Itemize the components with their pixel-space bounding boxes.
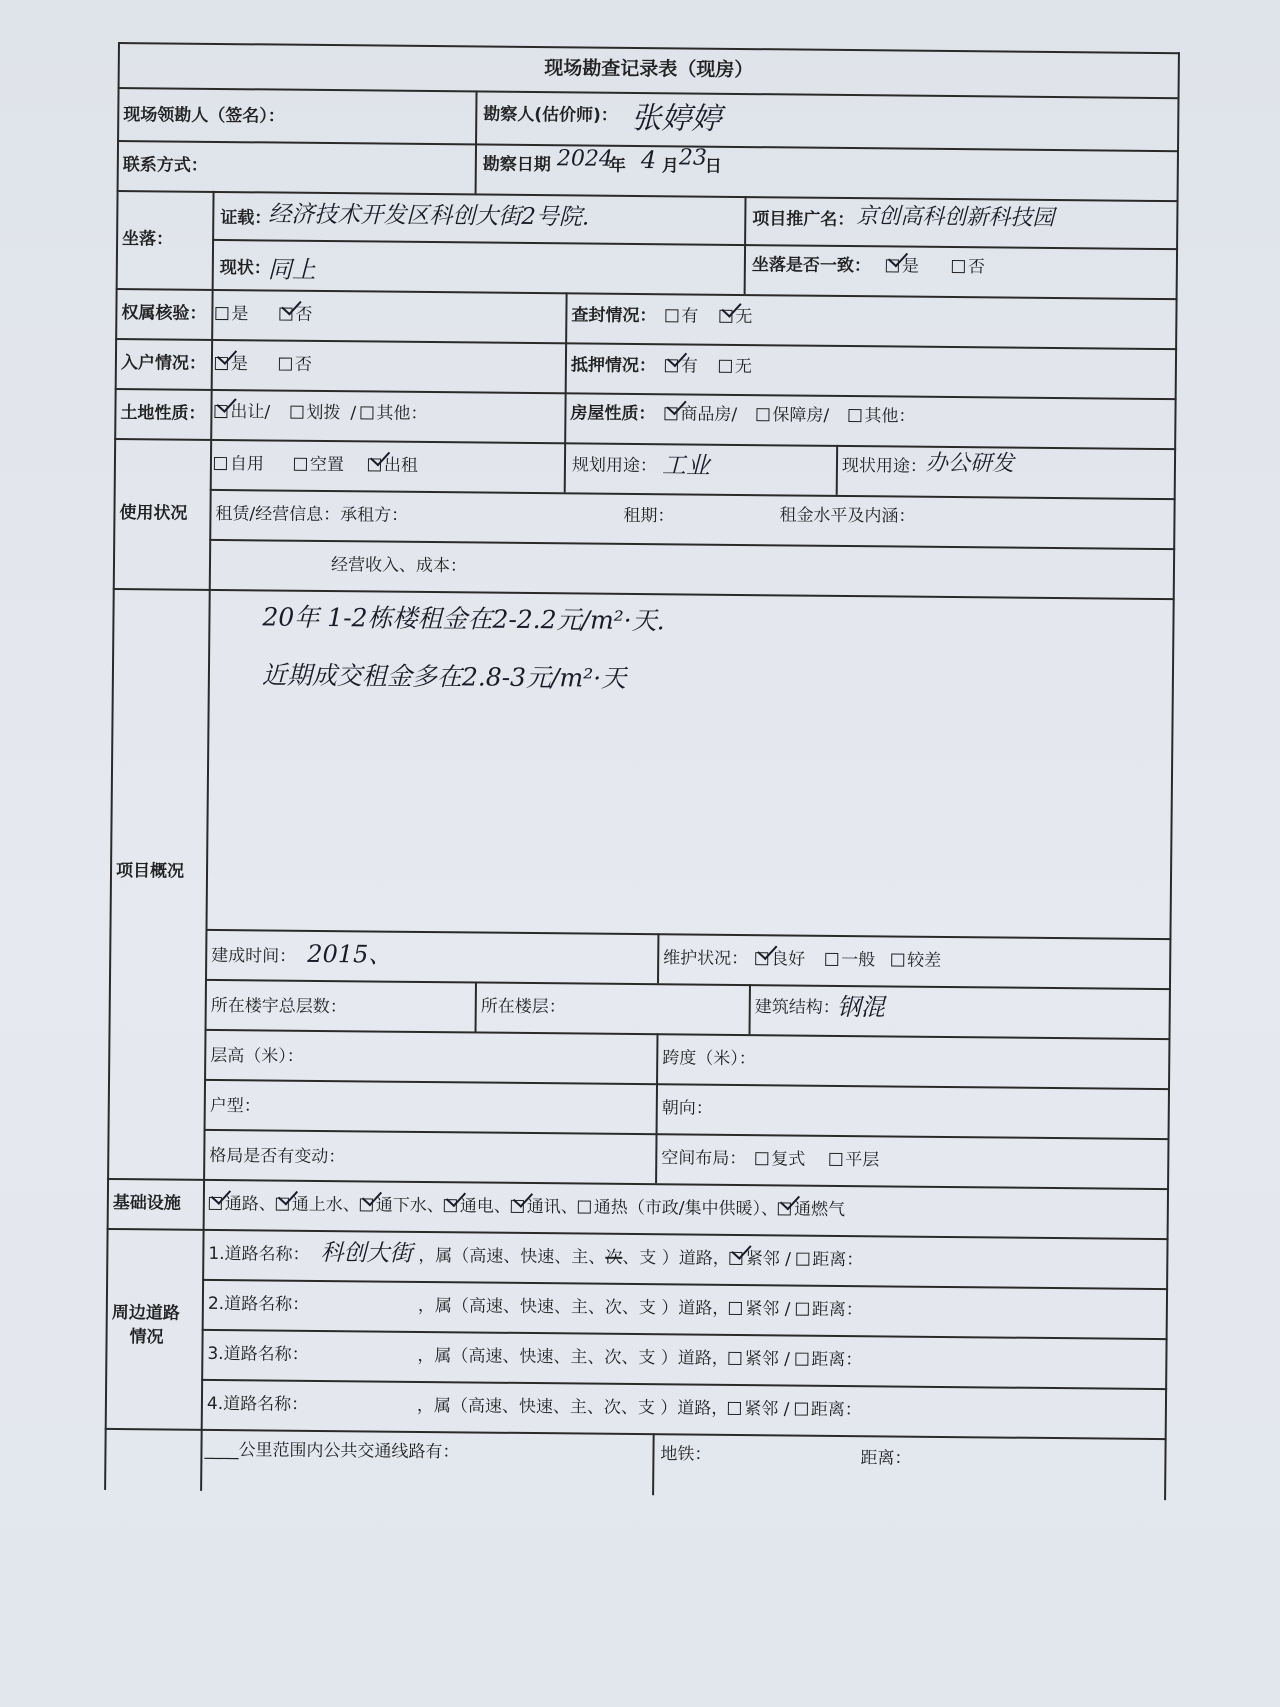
checkbox[interactable] <box>728 1402 741 1415</box>
overview-note-line-1: 20年 1-2栋楼租金在2-2.2元/m²·天. <box>262 602 665 636</box>
survey-date-day: 23 <box>678 145 708 171</box>
infrastructure-label: 基础设施 <box>112 1193 181 1214</box>
house-affordable[interactable]: 保障房/ <box>756 404 829 427</box>
metro-label: 地铁： <box>660 1444 712 1465</box>
checkbox-checked[interactable] <box>209 1197 222 1210</box>
total-floors-label: 所在楼宇总层数： <box>210 995 347 1018</box>
rule <box>115 338 1177 350</box>
mortgage-none[interactable]: 无 <box>719 356 752 378</box>
checkbox[interactable] <box>719 360 732 373</box>
entry-label: 入户情况： <box>120 353 207 374</box>
maintenance-average[interactable]: 一般 <box>825 949 875 971</box>
built-time-value: 2015、 <box>307 939 393 969</box>
col-divider <box>652 1433 654 1495</box>
checkbox[interactable] <box>279 358 292 371</box>
rule <box>212 239 1178 250</box>
surveyor-label: 勘察人(估价师)： <box>483 104 618 126</box>
col-divider <box>475 90 477 193</box>
checkbox[interactable] <box>825 953 838 966</box>
planned-use-label: 规划用途： <box>571 455 658 477</box>
location-match-yes[interactable]: 是 <box>886 255 919 277</box>
ownership-yes[interactable]: 是 <box>215 303 248 325</box>
rule <box>116 288 1178 300</box>
checkbox-checked[interactable] <box>511 1200 524 1213</box>
checkbox[interactable] <box>795 1353 808 1366</box>
checkbox-checked[interactable] <box>755 952 768 965</box>
rule <box>114 438 1176 450</box>
checkbox[interactable] <box>796 1303 809 1316</box>
income-cost-label: 经营收入、成本： <box>330 555 468 577</box>
maintenance-label: 维护状况： <box>663 948 749 970</box>
cert-address-label: 证载： <box>220 207 272 229</box>
checkbox[interactable] <box>796 1253 809 1266</box>
survey-date-month: 4 <box>640 146 657 175</box>
checkbox[interactable] <box>665 309 678 322</box>
rule <box>105 1428 1167 1440</box>
road-row-4-tail: ，属（高速、快速、主、次、支 ）道路， 紧邻 / 距离： <box>416 1395 862 1421</box>
checkbox[interactable] <box>952 260 965 273</box>
checkbox-checked[interactable] <box>444 1199 457 1212</box>
land-other[interactable]: 其他： <box>360 402 427 425</box>
current-address-value: 同上 <box>267 255 316 284</box>
floor-height-label: 层高（米）： <box>210 1045 304 1067</box>
form-title: 现场勘查记录表（现房） <box>544 57 754 82</box>
survey-date-year: 2024 <box>556 146 614 172</box>
rule <box>107 1228 1169 1240</box>
road-row-4: 4.道路名称： <box>206 1393 309 1415</box>
checkbox[interactable] <box>214 457 227 470</box>
infrastructure-options: 通路、 通上水、 通下水、 通电、 通讯、 通热（市政/集中供暖）、 通燃气 <box>209 1193 845 1221</box>
house-commercial[interactable]: 商品房/ <box>664 403 737 426</box>
layout-flat[interactable]: 平层 <box>829 1149 879 1171</box>
rule <box>205 1029 1171 1040</box>
border-top <box>118 42 1180 54</box>
land-allocated[interactable]: 划拨 <box>290 402 340 424</box>
checkbox[interactable] <box>756 408 769 421</box>
layout-duplex[interactable]: 复式 <box>755 1148 805 1170</box>
checkbox-checked[interactable] <box>360 1198 373 1211</box>
col-divider <box>749 984 751 1034</box>
month-label: 月 <box>661 156 679 177</box>
col-divider <box>657 933 659 983</box>
checkbox[interactable] <box>360 406 373 419</box>
built-time-label: 建成时间： <box>211 945 297 967</box>
rent-level-label: 租金水平及内涵： <box>779 505 916 527</box>
house-nature-label: 房屋性质： <box>570 403 656 425</box>
entry-no[interactable]: 否 <box>279 354 312 376</box>
checkbox[interactable] <box>755 1152 768 1165</box>
ownership-no[interactable]: 否 <box>279 304 312 326</box>
structure-label: 建筑结构： <box>754 997 840 1018</box>
metro-distance-label: 距离： <box>860 1448 912 1469</box>
rule <box>209 539 1175 550</box>
col-divider <box>475 981 477 1031</box>
rule <box>202 1279 1168 1290</box>
cert-address-value: 经济技术开发区科创大街2号院. <box>268 201 590 231</box>
promo-name-value: 京创高科创新科技园 <box>856 204 1055 231</box>
road-row-1-tail: ，属（高速、快速、主、次、支 ）道路， 紧邻 / 距离： <box>418 1245 864 1271</box>
location-match-label: 坐落是否一致： <box>751 255 871 277</box>
located-floor-label: 所在楼层： <box>480 996 566 1018</box>
rule <box>204 1129 1170 1140</box>
location-label: 坐落： <box>122 229 174 250</box>
road-row-1: 1.道路名称： <box>208 1243 310 1265</box>
road-row-2: 2.道路名称： <box>207 1293 310 1315</box>
surveyor-signature: 张婷婷 <box>631 100 722 137</box>
seal-label: 查封情况： <box>571 305 657 327</box>
road-1-name-value: 科创大街 <box>320 1239 413 1267</box>
planned-use-value: 工业 <box>661 451 711 480</box>
checkbox[interactable] <box>578 1200 591 1213</box>
structure-value: 钢混 <box>836 992 885 1022</box>
checkbox[interactable] <box>215 307 228 320</box>
overview-note-line-2: 近期成交租金多在2.8-3元/m²·天 <box>261 660 627 693</box>
checkbox-checked[interactable] <box>276 1198 289 1211</box>
promo-name-label: 项目推广名： <box>752 209 855 231</box>
mortgage-label: 抵押情况： <box>570 355 657 377</box>
border-left <box>104 42 120 1490</box>
overview-label: 项目概况 <box>115 861 185 882</box>
current-use-label: 现状用途： <box>841 455 928 477</box>
maintenance-poor[interactable]: 较差 <box>891 949 941 971</box>
space-layout-label: 空间布局： <box>661 1148 747 1170</box>
border-right <box>1164 52 1180 1500</box>
land-transfer[interactable]: 出让/ <box>214 401 270 424</box>
usage-label: 使用状况 <box>119 503 188 524</box>
orientation-label: 朝向： <box>661 1098 713 1119</box>
roads-label-line-1: 周边道路 <box>111 1302 180 1324</box>
usage-rent[interactable]: 出租 <box>368 454 418 476</box>
checkbox-checked[interactable] <box>664 407 677 420</box>
roads-label-line-2: 情况 <box>129 1327 164 1348</box>
checkbox-checked[interactable] <box>279 308 292 321</box>
layout-change-label: 格局是否有变动： <box>209 1145 346 1168</box>
checkbox-checked[interactable] <box>214 405 227 418</box>
checkbox[interactable] <box>729 1302 742 1315</box>
year-label: 年 <box>608 155 626 176</box>
checkbox-checked[interactable] <box>215 357 228 370</box>
checkbox[interactable] <box>294 458 307 471</box>
road-row-3: 3.道路名称： <box>207 1343 309 1365</box>
checkbox-checked[interactable] <box>778 1202 791 1215</box>
usage-self[interactable]: 自用 <box>214 453 264 475</box>
road-row-3-tail: ，属（高速、快速、主、次、支 ）道路， 紧邻 / 距离： <box>417 1345 863 1371</box>
transit-row: ____公里范围内公共交通线路有： <box>204 1439 460 1463</box>
checkbox-checked[interactable] <box>886 259 899 272</box>
rule <box>107 1178 1169 1190</box>
survey-form-sheet <box>103 42 1180 1607</box>
mortgage-has[interactable]: 有 <box>665 355 698 377</box>
checkbox[interactable] <box>290 406 303 419</box>
land-slash: / <box>350 403 357 424</box>
col-divider <box>836 445 838 495</box>
lease-info-label: 租赁/经营信息：承租方： <box>215 503 409 526</box>
checkbox[interactable] <box>848 409 861 422</box>
road-row-2-tail: ，属（高速、快速、主、次、支 ）道路， 紧邻 / 距离： <box>417 1295 863 1321</box>
seal-has[interactable]: 有 <box>665 305 698 327</box>
checkbox-checked[interactable] <box>368 458 381 471</box>
maintenance-good[interactable]: 良好 <box>755 948 805 970</box>
checkbox-checked[interactable] <box>665 359 678 372</box>
rule <box>210 489 1176 500</box>
rule <box>115 388 1177 400</box>
checkbox[interactable] <box>729 1352 742 1365</box>
rule <box>201 1379 1167 1390</box>
seal-none[interactable]: 无 <box>719 306 752 328</box>
rule <box>202 1329 1168 1340</box>
location-match-no[interactable]: 否 <box>952 256 985 278</box>
current-use-value: 办公研发 <box>925 450 1015 477</box>
current-address-label: 现状： <box>219 257 271 279</box>
land-nature-label: 土地性质： <box>120 403 206 424</box>
unit-type-label: 户型： <box>209 1095 261 1117</box>
lease-term-label: 租期： <box>623 505 675 527</box>
contact-label: 联系方式： <box>122 155 208 176</box>
entry-yes[interactable]: 是 <box>215 353 248 375</box>
day-label: 日 <box>704 156 722 177</box>
checkbox-checked[interactable] <box>719 310 732 323</box>
survey-date-label: 勘察日期 <box>482 154 551 176</box>
checkbox[interactable] <box>829 1153 842 1166</box>
checkbox-checked[interactable] <box>730 1252 743 1265</box>
span-label: 跨度（米）： <box>662 1048 756 1070</box>
checkbox[interactable] <box>891 953 904 966</box>
lead-surveyor-label: 现场领勘人（签名）： <box>123 105 285 127</box>
col-divider <box>655 1033 658 1183</box>
rule <box>204 1079 1170 1090</box>
checkbox[interactable] <box>795 1403 808 1416</box>
usage-vacant[interactable]: 空置 <box>294 454 344 476</box>
ownership-label: 权属核验： <box>121 303 207 324</box>
house-other[interactable]: 其他： <box>848 405 915 428</box>
rule <box>205 979 1171 990</box>
